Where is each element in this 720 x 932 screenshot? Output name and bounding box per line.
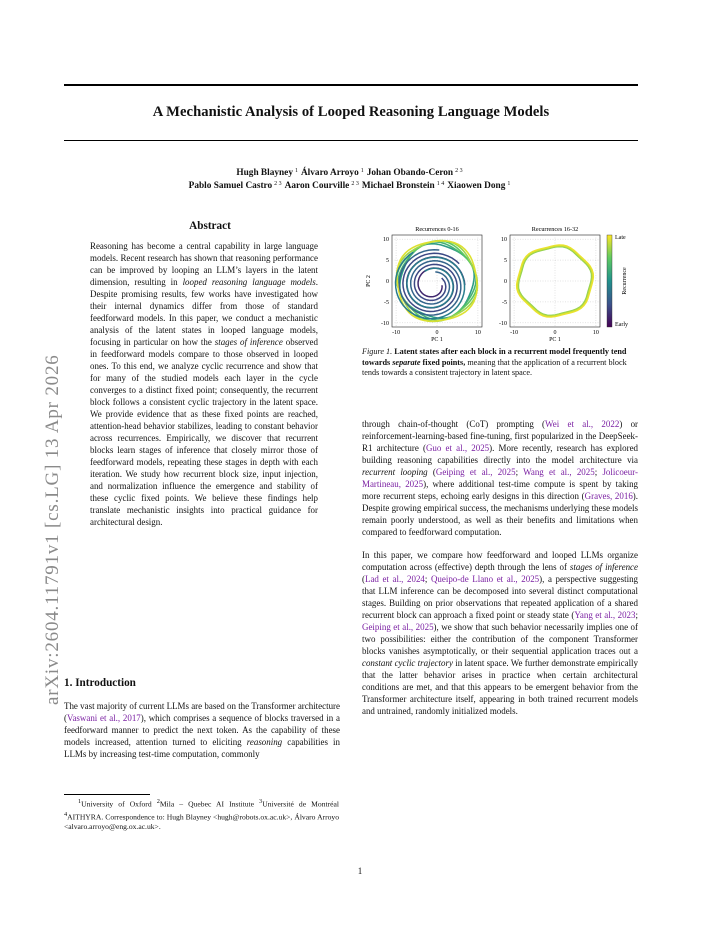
- author-affiliation: 1: [507, 181, 511, 187]
- x-axis-label: PC 1: [549, 337, 561, 343]
- author-affiliation: 2 3: [455, 168, 463, 174]
- author-line-2: [64, 181, 638, 191]
- x-tick-label: -10: [392, 330, 401, 336]
- y-axis-label: PC 2: [366, 275, 372, 287]
- chart-title: Recurrences 0-16: [415, 226, 459, 233]
- author-name: Johan Obando-Ceron: [366, 168, 454, 178]
- figure-1-caption: [362, 347, 638, 379]
- y-tick-label: -10: [381, 320, 389, 327]
- footnote-rule: [64, 794, 150, 795]
- author-affiliation: 1 4: [436, 181, 445, 187]
- y-tick-label: -5: [384, 299, 389, 306]
- y-tick-label: 5: [504, 258, 507, 265]
- colorbar: [607, 235, 628, 328]
- intro-right-column: [362, 418, 638, 717]
- x-tick-label: 10: [592, 330, 599, 336]
- caption-bold: Latent states after each block in a recurrent model frequently tend towards separate fixed points,: [362, 347, 627, 367]
- y-tick-label: 10: [383, 237, 389, 244]
- title-bottom-rule: [64, 140, 638, 141]
- author-line-1: [64, 168, 638, 178]
- author-name: Michael Bronstein: [361, 181, 435, 191]
- abstract-heading: Abstract: [189, 220, 231, 232]
- caption-rest: meaning that the application of a recurrent block tends towards a consistent trajectory in latent space.: [362, 357, 627, 378]
- author-affiliation: 2 3: [351, 181, 359, 187]
- x-tick-label: 10: [474, 330, 481, 336]
- colorbar-top-label: Late: [615, 235, 626, 241]
- page-number: 1: [357, 866, 363, 876]
- author-name: Álvaro Arroyo: [300, 168, 359, 178]
- y-tick-label: 0: [386, 279, 389, 285]
- colorbar-gradient: [607, 235, 612, 327]
- chart-title: Recurrences 16-32: [531, 226, 579, 233]
- y-tick-label: 10: [501, 237, 507, 244]
- abstract-text: Reasoning has become a central capability in large language models. Recent research has shown that reasoning performance can be improved by looping an LLM’s layers in the latent dimension, resulting in looped reasoning language models. Despite promising results, few works have investigated how their internal dynamics differ from those of standard feedforward models. In this paper, we conduct a mechanistic analysis of the latent states in looped language models, focusing in particular on how the stages of inference observed in feedforward models compare to those observed in looped ones. To this end, we analyze cyclic recurrence and show that for many of the studied models each layer in the cycle converges to a distinct fixed point; consequently, the recurrent block follows a consistent cyclic trajectory in the latent space. We provide evidence that as these fixed points are reached, attention-head behavior stabilizes, leading to constant behavior across recurrences. Empirically, we discover that recurrent blocks learn stages of inference that closely mirror those of feedforward models, repeating these stages in depth with each iteration. We study how recurrent block size, input injection, and normalization influence the emergence and stability of these cyclic fixed points. We believe these findings help translate mechanistic insights into practical guidance for architectural design.: [90, 241, 319, 527]
- colorbar-axis-label: Recurrence: [622, 267, 628, 295]
- colorbar-bottom-label: Early: [615, 322, 628, 328]
- author-affiliation: 1: [294, 168, 298, 174]
- x-tick-label: 0: [553, 330, 557, 336]
- intro-paragraph-1: through chain-of-thought (CoT) prompting (Wei et al., 2022) or reinforcement-learning-based fine-tuning, first popularized in the DeepSeek-R1 architecture (Guo et al., 2025). More recently, research has explored building reasoning capabilities directly into the model architecture via recurrent looping (Geiping et al., 2025; Wang et al., 2025; Jolicoeur-Martineau, 2025), where additional test-time compute is spent by taking more recurrent steps, echoing early designs in this direction (Graves, 2016). Despite growing empirical success, the mechanisms underlying these models remain poorly understood, as well as their benefits and limitations when compared to feedforward computation.: [362, 419, 639, 537]
- paper-title: A Mechanistic Analysis of Looped Reasoning Language Models: [152, 104, 550, 120]
- author-affiliation: 2 3: [274, 181, 282, 187]
- x-tick-label: 0: [435, 330, 439, 336]
- caption-label: Figure 1.: [362, 347, 393, 356]
- figure-1: [356, 218, 646, 344]
- y-tick-label: 5: [386, 258, 389, 265]
- footnote: $^1$University of Oxford $^2$Mila – Quebec AI Institute $^3$Université de Montréal $^4$AITHYRA. Correspondence to: Hugh Blayney <hugh@robots.ox.ac.uk>, Álvaro Arroyo <alvaro.arroyo@eng.ox.ac.uk>.: [64, 798, 339, 832]
- author-name: Hugh Blayney: [236, 168, 293, 178]
- author-affiliation: 1: [360, 168, 364, 174]
- chart-panel-recurrences-0-16: [366, 226, 482, 343]
- arxiv-stamp: arXiv:2604.11791v1 [cs.LG] 13 Apr 2026: [42, 354, 63, 705]
- intro-left-column: The vast majority of current LLMs are based on the Transformer architecture (Vaswani et al., 2017), which comprises a sequence of blocks traversed in a feedforward manner to predict the next token. As the capability of these models increased, attention turned to eliciting reasoning capabilities in LLMs by increasing test-time computation, commonly: [64, 701, 341, 759]
- y-tick-label: 0: [504, 279, 507, 285]
- section-heading-introduction: 1. Introduction: [64, 677, 136, 689]
- intro-paragraph-2: In this paper, we compare how feedforward and looped LLMs organize computation across (effective) depth through the lens of stages of inference (Lad et al., 2024; Queipo-de Llano et al., 2025), a perspective suggesting that LLM inference can be decomposed into several distinct computational stages. Building on prior observations that repeated application of a shared recurrent block can approach a fixed point or steady state (Yang et al., 2023; Geiping et al., 2025), we show that such behavior necessarily implies one of two possibilities: either the contribution of the component Transformer blocks vanishes asymptotically, or their sequential application traces out a constant cyclic trajectory in latent space. We further demonstrate empirically that the latter behavior arises in practice when certain architectural conditions are met, and that this appears to be emergent behavior from the Transformer architecture itself, appearing in both trained recurrent models and untrained, randomly initialized models.: [362, 550, 639, 716]
- y-tick-label: -5: [502, 299, 507, 306]
- x-tick-label: -10: [510, 330, 519, 336]
- author-name: Pablo Samuel Castro: [188, 181, 273, 191]
- x-axis-label: PC 1: [431, 337, 443, 343]
- author-name: Xiaowen Dong: [447, 181, 506, 191]
- chart-panel-recurrences-16-32: [499, 226, 600, 343]
- y-tick-label: -10: [499, 320, 507, 327]
- author-name: Aaron Courville: [284, 181, 350, 191]
- title-top-rule: [64, 84, 638, 86]
